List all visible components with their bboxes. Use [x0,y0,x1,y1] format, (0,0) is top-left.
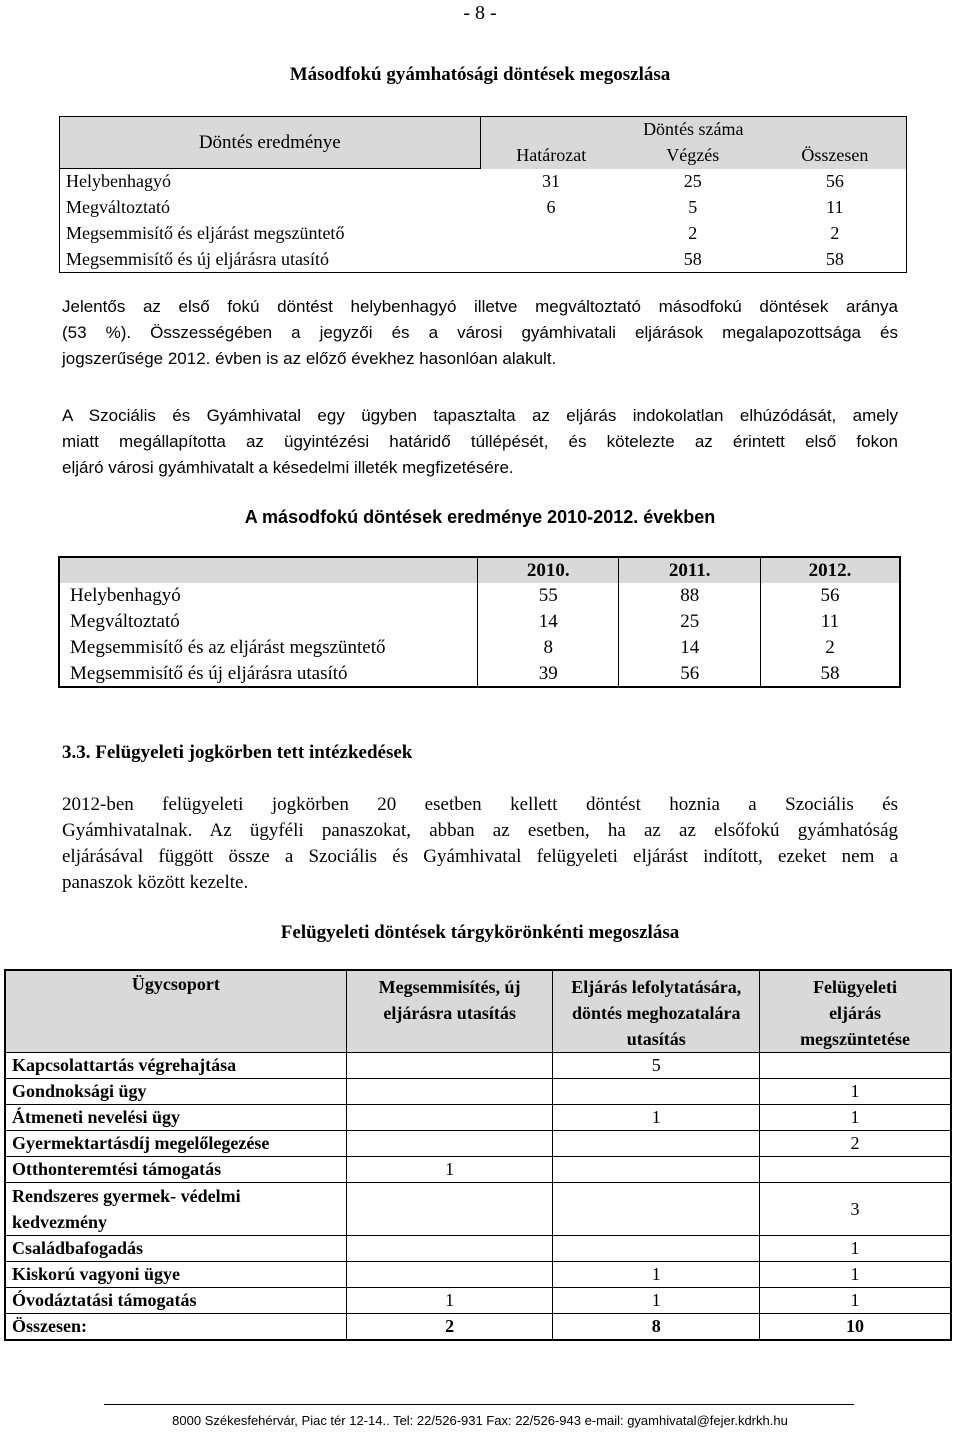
cell: 1 [850,1264,860,1284]
row-label-line: Rendszeres gyermek- védelmi [12,1186,241,1206]
cell [553,1236,760,1262]
paragraph-delay [62,403,898,481]
cell [346,1105,553,1131]
cell: 11 [820,611,840,632]
section4-title: Felügyeleti döntések tárgykörönkénti megoszlása [280,922,680,943]
header-line: Eljárás lefolytatására, [571,977,742,997]
cell: 8 [553,1314,760,1340]
cell: 25 [683,171,702,191]
cell: 39 [477,661,618,687]
cell: 2 [850,1133,860,1153]
text-line: eljárásával függött össze a Szociális és Gyámhivatal felügyeleti eljárást indított, ezeket nem a [62,846,898,867]
row-label: Megsemmisítő és új eljárásra utasító [59,661,477,687]
year-2012: 2012. [808,559,852,581]
header-line: Megsemmisítés, új [378,977,521,997]
section1-title: Másodfokú gyámhatósági döntések megoszlása [289,64,671,85]
header-result: Döntés eredménye [60,117,481,169]
row-label: Megsemmisítő és eljárást megszüntető [66,223,345,243]
row-label: Helybenhagyó [59,583,477,609]
table-row [5,1105,951,1131]
table-row [5,1236,951,1262]
header-line: eljárás [829,1003,882,1023]
row-label: Megváltoztató [66,197,170,217]
cell: 1 [346,1288,553,1314]
cell [760,1053,951,1079]
empty-header [59,557,477,583]
row-label: Megsemmisítő és az eljárást megszüntető [59,635,477,661]
cell: 58 [683,248,702,269]
cell: 5 [553,1053,760,1079]
cell: 31 [542,171,560,191]
header-line: megszüntetése [800,1029,911,1049]
row-label: Megsemmisítő és új eljárásra utasító [66,248,329,269]
row-label: Kiskorú vagyoni ügye [5,1262,346,1288]
cell [346,1131,553,1157]
col-header-osszesen: Összesen [801,145,869,165]
row-label-line: kedvezmény [12,1212,107,1232]
cell: 1 [553,1262,760,1288]
cell [553,1157,760,1183]
cell: 1 [553,1105,760,1131]
cell: 11 [826,197,844,217]
header-procedure [553,970,760,1053]
cell: 56 [619,661,760,687]
table-row [5,1288,951,1314]
cell [480,247,622,273]
row-label: Otthonteremtési támogatás [5,1157,346,1183]
cell: 3 [850,1198,860,1219]
row-label: Családbafogadás [5,1236,346,1262]
cell [346,1053,553,1079]
cell: 2 [830,223,840,243]
table-row [5,1079,951,1105]
year-2010: 2010. [477,557,618,583]
cell [480,221,622,247]
text-line: eljáró városi gyámhivatalt a késedelmi illeték megfizetésére. [62,458,514,477]
header-group: Ügycsoport [5,970,346,1053]
cell: 14 [477,609,618,635]
table-row [5,1262,951,1288]
cell: 14 [619,635,760,661]
table-row [5,1183,951,1236]
cell: 25 [619,609,760,635]
cell: 56 [825,171,844,191]
table-row [60,221,907,247]
decisions-table [59,116,907,273]
table-row [59,583,900,609]
cell: 1 [553,1288,760,1314]
row-label: Óvodáztatási támogatás [5,1288,346,1314]
table-row [59,661,900,687]
cell: 6 [546,197,556,217]
row-label: Megváltoztató [59,609,477,635]
text-line: jogszerűsége 2012. évben is az előző évekhez hasonlóan alakult. [62,349,557,368]
text-line: panaszok között kezelte. [62,872,249,893]
table-row [5,1157,951,1183]
cell [553,1079,760,1105]
year-2011: 2011. [619,557,760,583]
text-line: Jelentős az első fokú döntést helybenhagyó illetve megváltoztató másodfokú döntések aránya [62,297,898,316]
text-line: Gyámhivatalnak. Az ügyféli panaszokat, abban az esetben, ha az az elsőfokú gyámhatóság [62,820,898,841]
table-row [5,1131,951,1157]
cell: 58 [820,662,840,684]
cell: 10 [846,1315,865,1336]
cell: 2 [688,223,698,243]
cell [346,1236,553,1262]
row-label: Gondnoksági ügy [5,1079,346,1105]
header-termination [760,970,951,1053]
cell [553,1131,760,1157]
paragraph-supervisory [62,792,898,896]
cell: 1 [850,1107,860,1127]
cell: 8 [477,635,618,661]
total-row [5,1314,951,1340]
table-row [59,609,900,635]
row-label: Kapcsolattartás végrehajtása [5,1053,346,1079]
cell [346,1262,553,1288]
row-label [5,1183,346,1236]
text-line: miatt megállapította az ügyintézési határidő túllépését, és kötelezte az érintett első fokon [62,432,898,451]
text-line: (53 %). Összességében a jegyzői és a városi gyámhivatali eljárások megalapozottsága és [62,323,898,342]
table-row [59,635,900,661]
paragraph-ratio [62,294,898,372]
cell: 1 [850,1081,860,1101]
header-line: eljárásra utasítás [383,1003,516,1023]
cell [346,1079,553,1105]
total-label: Összesen: [5,1314,346,1340]
table-row [60,169,907,195]
header-line: döntés meghozatalára [571,1003,741,1023]
cell: 56 [820,585,840,606]
footer-divider [104,1404,854,1405]
cell: 1 [850,1290,860,1310]
table-row [5,1053,951,1079]
text-line: A Szociális és Gyámhivatal egy ügyben tapasztalta az eljárás indokolatlan elhúzódását, amely [62,406,898,425]
cell: 88 [619,583,760,609]
header-line: utasítás [626,1029,686,1049]
yearly-results-table [58,556,901,688]
cell [346,1183,553,1236]
section3-heading: 3.3. Felügyeleti jogkörben tett intézkedések [62,742,413,763]
cell [553,1183,760,1236]
header-count: Döntés száma [480,117,906,143]
row-label: Helybenhagyó [66,171,171,192]
footer: 8000 Székesfehérvár, Piac tér 12-14.. Tel: 22/526-931 Fax: 22/526-943 e-mail: gyamhivatal@fejer.kdrkh.hu [172,1413,788,1428]
col-header-vegzes: Végzés [666,145,720,165]
table-row [60,247,907,273]
cell: 2 [825,637,835,658]
row-label: Gyermektartásdíj megelőlegezése [5,1131,346,1157]
row-label: Átmeneti nevelési ügy [5,1105,346,1131]
supervisory-table [4,969,952,1341]
col-header-hatarozat: Határozat [516,145,587,165]
page-number: - 8 - [463,2,497,24]
cell: 2 [346,1314,553,1340]
text-line: 2012-ben felügyeleti jogkörben 20 esetben kellett döntést hoznia a Szociális és [62,794,898,815]
cell: 58 [825,248,844,269]
cell: 5 [688,197,698,217]
table-row [60,195,907,221]
section2-title: A másodfokú döntések eredménye 2010-2012. években [244,507,716,527]
header-annulment [346,970,553,1053]
cell: 1 [850,1238,860,1258]
cell [760,1157,951,1183]
cell: 1 [346,1157,553,1183]
cell: 55 [477,583,618,609]
header-line: Felügyeleti [813,977,898,997]
